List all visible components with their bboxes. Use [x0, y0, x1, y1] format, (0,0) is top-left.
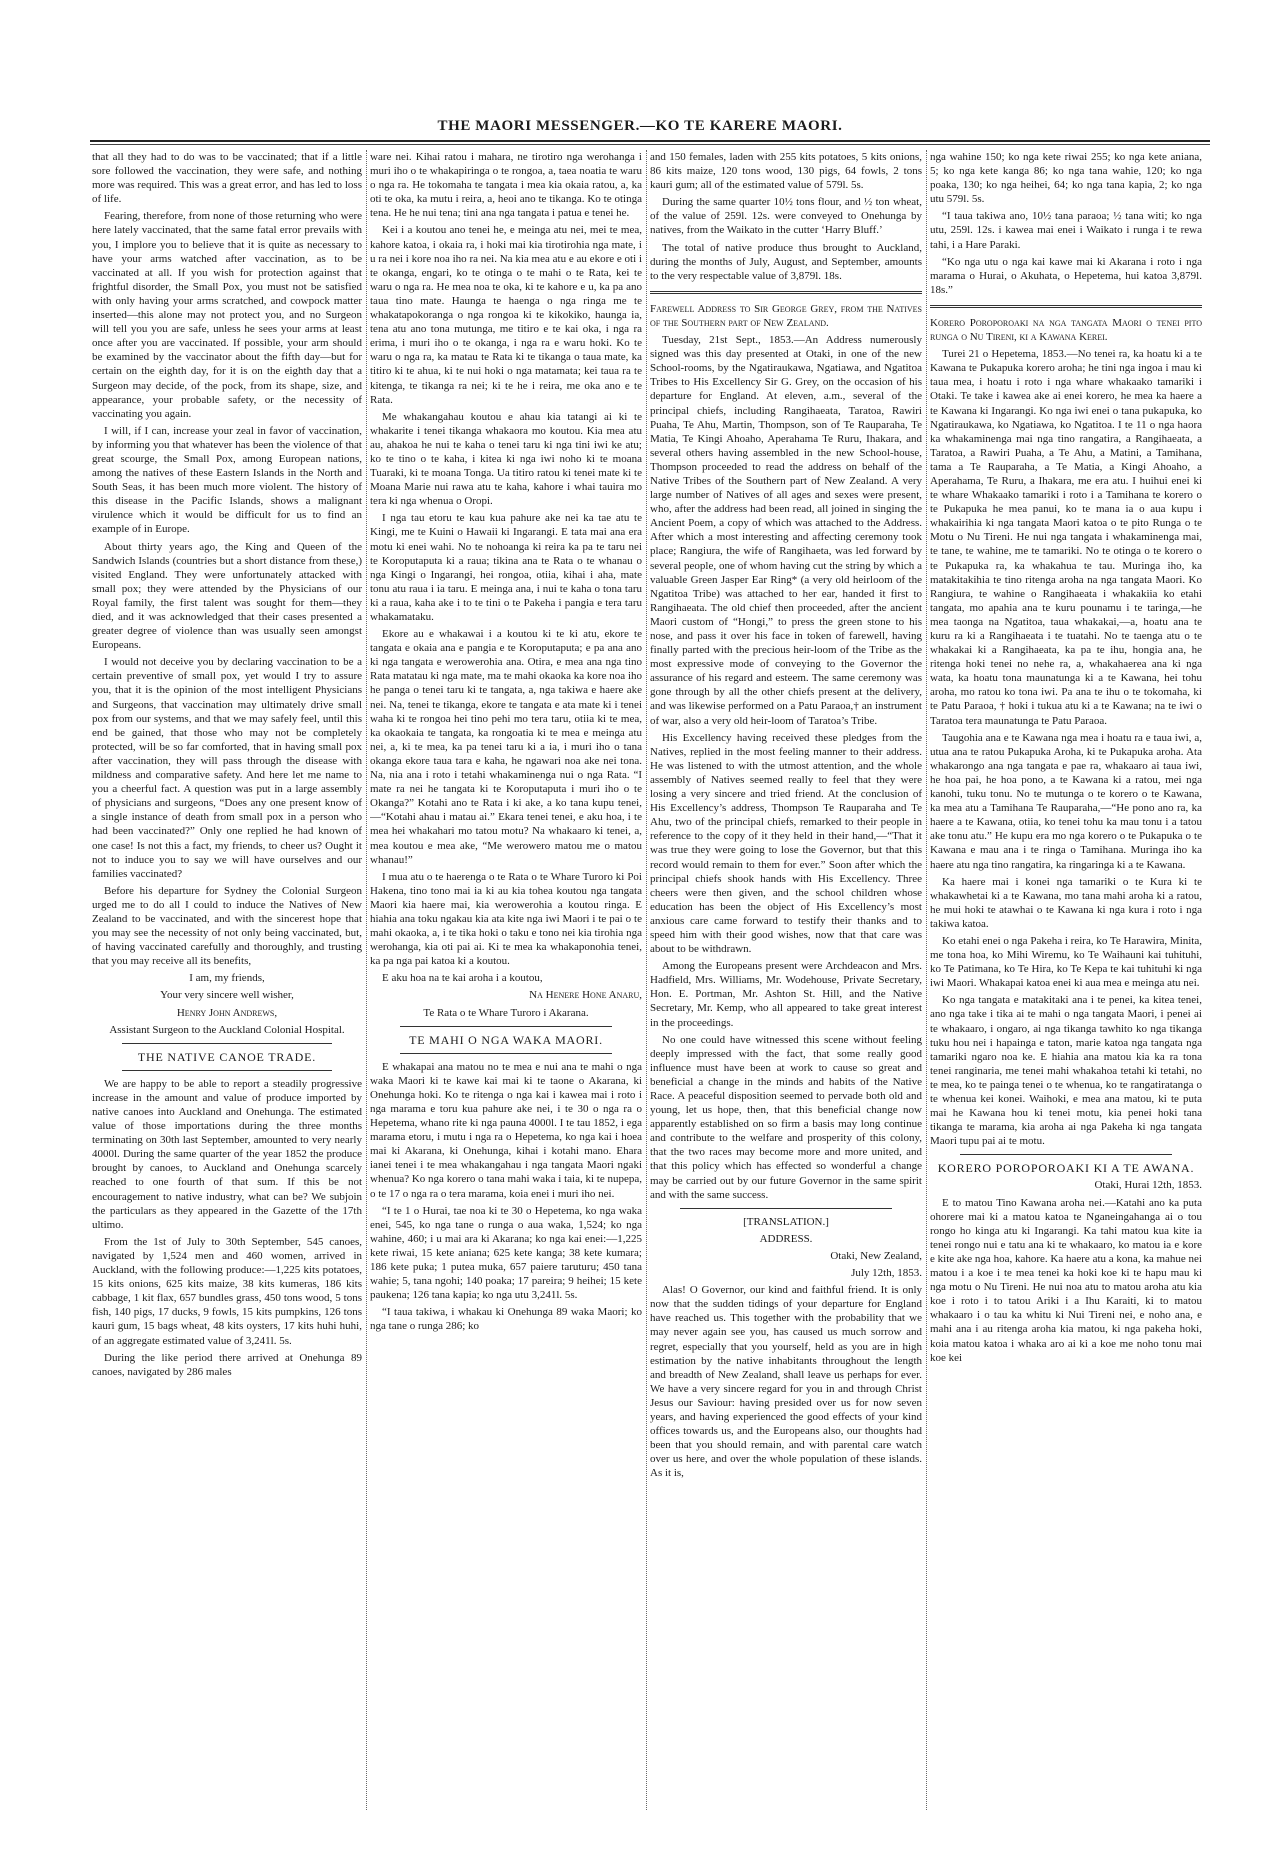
section-rule — [400, 1026, 612, 1027]
paragraph: During the like period there arrived at Onehunga 89 canoes, navigated by 286 males — [92, 1351, 362, 1378]
paragraph: Fearing, therefore, from none of those returning who were here lately vaccinated, that the same fatal error prevails with you, I implore you to believe that it is quite as necessary to have your arms watched after vaccination, as to be vaccinated at all. If you wish for protection against that frightful disorder, the Small Pox, you must not be satisfied with only having your arms scratched, and cowpock matter inserted—this alone may not protect you, and no Surgeon will tell you you are safe, unless he sees your arms at least once after you are vaccinated. If possible, your arm should be examined by the vaccinator about the fifth day—but for certain on the eighth day, for it is on the eighth day that a Surgeon may decide, of the pock, from its shape, size, and appearance, your probable safety, or the necessity of vaccinating you again. — [92, 210, 362, 420]
paragraph: His Excellency having received these pledges from the Natives, replied in the most feeling manner to their address. He was listened to with the utmost attention, and the whole assembly of Natives seemed really to feel that they were losing a very sincere and tried friend. At the conclusion of His Excellency’s address, Thompson Te Rauparaha and Te Ahu, two of the principal chiefs, remarked to their people in reference to the copy of it they held in their hand,—“That it was true they were going to lose the Governor, but that this record would remain to them for ever.” Soon after which the principal chiefs shook hands with His Excellency. Three cheers were then given, and the school children whose education has been the object of His Excellency’s most anxious care came forward to testify their thanks and to speed him with their good wishes, now that that care was about to be withdrawn. — [650, 731, 922, 956]
section-rule — [930, 305, 1202, 308]
section-rule — [122, 1043, 332, 1044]
column-2 — [370, 150, 642, 1810]
address-date: July 12th, 1853. — [851, 1267, 922, 1280]
paragraph: E aku hoa na te kai aroha i a koutou, — [382, 972, 543, 985]
paragraph: Tuesday, 21st Sept., 1853.—An Address numerously signed was this day presented at Otaki, in one of the new School-rooms, by the Ngatiraukawa, Ngatiawa, and Ngatitoa Tribes to His Excellency Sir G. Grey, on the occasion of his departure for England. At eleven, a.m., several of the principal chiefs, including Rangihaeata, Taratoa, Rawiri Puaha, Te Ahu, Martin, Thompson, son of Te Rauparaha, Te Matia, Te Kingi Ahoaho, Aperahama Te Ruru, Ihakara, and several others having assembled in the new School-house, Thompson proceeded to read the address on behalf of the Native Tribes of the Southern part of New Zealand. A very large number of Natives of all ages and sexes were present, who, after the address had been read, all joined in singing the Ancient Poem, a copy of which was attached to the Address. After which a most interesting and affecting ceremony took place; Rangiura, the wife of Rangihaeta, was led forward by several people, one of whom having cut the string by which a valuable Green Jasper Ear Ring* (a very old heirloom of the Ngatitoa Tribe) was attached to her ear, handed it first to Rangihaeata. The old chief then proceeded, after the ancient Maori custom of “Hongi,” to press the green stone to his nose, and pass it over his face in token of farewell, having finally parted with the precious heir-loom of the Tribe as the most expressive mode of conveying to the Governor the assurance of his regard and esteem. The same ceremony was gone through by all the other chiefs present at the delivery, and was likewise performed on a Patu Paraoa,† an instrument of war, also a very old heir-loom of Taratoa’s Tribe. — [650, 334, 922, 727]
paragraph: Among the Europeans present were Archdeacon and Mrs. Hadfield, Mrs. Williams, Mr. Wodehouse, Private Secretary, Hon. E. Portman, Mr. Ashton St. Hill, and the Native Secretary, Mr. Kemp, who all appeared to take great interest in the proceedings. — [650, 960, 922, 1029]
paragraph: I nga tau etoru te kau kua pahure ake nei ka tae atu te Kingi, me te Kuini o Hawaii ki Ingarangi. E tata mai ana era motu ki enei wahi. No te nohoanga ki reira ka pa te taru nei te Koroputaputa ki a raua; tikina ana te Rata o te whanau o nga Kingi o Ingarangi, hei rongoa, otiia, kihai i aha, mate tonu atu raua i ia taru. E meinga ana, i nui te kaha o tona taru ki a raua, kaha ake i to te tini o te Pakeha i pangia e tera taru whakamataku. — [370, 512, 642, 623]
paragraph: No one could have witnessed this scene without feeling deeply impressed with the fact, that some really good influence must have been at work to cause so great and beneficial a change in the minds and habits of the Native Race. A peaceful disposition seemed to pervade both old and young, let us hope, then, that this beneficial change now apparently established on so firm a basis may long continue and contribute to the welfare and prosperity of this colony, that the two races may become more and more united, and that this policy which has effected so wonderful a change may be carried out by our future Governor in the same spirit and with the same success. — [650, 1033, 922, 1201]
closing-line: Your very sincere well wisher, — [160, 989, 294, 1002]
closing-line: I am, my friends, — [189, 972, 265, 985]
paragraph: “I te 1 o Hurai, tae noa ki te 30 o Hepetema, ko nga waka enei, 545, ko nga tane o runga o aua waka, 1,524; ko nga wahine, 460; i u mai ara ki Akarana; ko nga kai enei:—1,225 kete riwai, 15 kete aniana; 625 kete kanga; 38 kete kumara; 186 kete puka; 1 putea muka, 657 paiere taruturu; 450 tana wahie; 5, tana ngohi; 140 poaka; 17 pareira; 9 heihei; 15 kete paukena; 126 tana kapia; ko nga utu 3,241l. 5s. — [370, 1204, 642, 1302]
signer-name: Na Henere Hone Anaru, — [529, 989, 642, 1002]
paragraph: Ekore au e whakawai i a koutou ki te ki atu, ekore te tangata e okaia ana e pangia e te Koroputaputa; e pa ana ano ki nga tangata e werowerohia ana. Otira, e mea ana nga tino Rata matatau ki nga mate, ma te mahi okaoka ka kore noa iho he panga o tenei taru ki te tangata, a, nga takiwa e haere ake nei. Na, tenei te tikanga, ekore te tangata e ata mate ki i tenei waha ki te rongoa hei tino pehi mo tera taru, otiia ki te mea, ka okaokaia te tangata, ka rongoatia ki te mea e meinga atu nei, a, ki te mea, ka pa tenei taru ki a ia, i muri iho o tana okanga ekore taua tara e kaha, he ngawari noa ake nei tona. Na, nia ana i roto i tetahi whakaminenga nui o nga Rata. “I mate ra nei he tangata ki te Koroputaputa i muri iho o te Okanga?” Kotahi ano te Rata i ki ake, a ko tana kupu tenei,—“Kotahi ahau i matau ai.” Ekara tenei tenei, e aku hoa, i te mea hei whakahari mo tatou motu? Na whakaaro ki tenei, a, mea koutou e mea ake, “Me werowero matou me o matou whanau!” — [370, 628, 642, 866]
paragraph: “I taua takiwa ano, 10½ tana paraoa; ½ tana witi; ko nga utu, 259l. 12s. i kawea mai enei i Waikato i runga i te rewa tahi, i a Hare Paraki. — [930, 210, 1202, 251]
masthead-rule — [90, 140, 1210, 142]
paragraph: Alas! O Governor, our kind and faithful friend. It is only now that the sudden tidings of your departure for England have reached us. This together with the probability that we may never again see you, has caused us much sorrow and regret, especially that you yourself, held as you are in high estimation by the native inhabitants throughout the length and breadth of New Zealand, shall leave us perhaps for ever. We have a very sincere regard for you in and through Christ Jesus our Saviour: having presided over us for now seven years, and having experienced the good effects of your kind offices towards us, and the Europeans also, our thoughts had been that you should remain, and with parental care watch over us here, and over the whole population of these islands. As it is, — [650, 1284, 922, 1480]
paragraph: that all they had to do was to be vaccinated; that if a little sore followed the vaccination, they were safe, and nothing more was required. This was a great error, and has led to loss of life. — [92, 151, 362, 206]
paragraph: During the same quarter 10½ tons flour, and ½ ton wheat, of the value of 259l. 12s. were conveyed to Onehunga by natives, from the Waikato in the cutter ‘Harry Bluff.’ — [650, 196, 922, 237]
column-divider — [926, 150, 927, 1810]
paragraph: and 150 females, laden with 255 kits potatoes, 5 kits onions, 86 kits maize, 120 tons wood, 130 pigs, 64 fowls, 2 tons kauri gum; all of the estimated value of 579l. 5s. — [650, 151, 922, 192]
masthead-rule-thin — [90, 144, 1210, 145]
paragraph: I would not deceive you by declaring vaccination to be a certain preventive of small pox, yet would I try to assure you, that it is the opinion of the most intelligent Physicians and Surgeons, that vaccination may ultimately drive small pox from our systems, and that we may safely feel, until this end be gained, that those who may not be completely protected, will be so far comforted, that in having small pox after vaccination, they will pass through the disease with mildness and comparative safety. And here let me name to you a cheerful fact. A question was put in a large assembly of physicians and surgeons, “Does any one present know of a single instance of death from small pox in a person who had been vaccinated?” Only one replied he had known of one case! Is not this a fact, my friends, to cheer us? Ought it not to induce you to say we will have ourselves and our families vaccinated? — [92, 656, 362, 880]
section-rule — [400, 1053, 612, 1054]
signer-name: Henry John Andrews, — [176, 1006, 278, 1019]
address-label: ADDRESS. — [759, 1232, 813, 1245]
translation-label: [TRANSLATION.] — [743, 1215, 829, 1228]
section-rule — [960, 1154, 1172, 1155]
paragraph: From the 1st of July to 30th September, 545 canoes, navigated by 1,524 men and 460 women, arrived in Auckland, with the following produce:—1,225 kits potatoes, 15 kits onions, 625 kits maize, 38 kits kumeras, 186 kits cabbage, 1 kit flax, 657 bundles grass, 450 tons wood, 5 tons fish, 140 pigs, 17 ducks, 9 fowls, 15 kits pumpkins, 126 tons kauri gum, 15 bags wheat, 48 kits oysters, 17 kits huhi huhi, of an aggregate estimated value of 3,241l. 5s. — [92, 1235, 362, 1347]
paragraph: nga wahine 150; ko nga kete riwai 255; ko nga kete aniana, 5; ko nga kete kanga 86; ko nga tana wahie, 120; ko nga poaka, 130; ko nga heihei, 64; ko nga tana kapia, 2; ko nga utu 579l. 5s. — [930, 151, 1202, 206]
paragraph: Ko etahi enei o nga Pakeha i reira, ko Te Harawira, Minita, me tona hoa, ko Mihi Wiremu, ko Te Waihauni kai tuhituhi, ko Te Patimana, ko Te Hira, ko Te Kepa te kai tuhituhi ki nga iwi Maori. Whakapai katoa enei ki aua mea e meinga atu nei. — [930, 934, 1202, 990]
section-rule — [680, 1208, 892, 1209]
signer-title: Assistant Surgeon to the Auckland Colonial Hospital. — [109, 1023, 345, 1036]
paragraph: Turei 21 o Hepetema, 1853.—No tenei ra, ka hoatu ki a te Kawana te Pukapuka korero aroha; he tini nga ingoa i mau ki taua mea, i hoatu i roto i nga whare whakaako tamariki i Otaki. Te take i kawea ake ai enei korero, he mea ka haere a te Kawana ki Ingarangi. Ko nga iwi enei o tana pukapuka, ko Ngatiraukawa, ko Ngatiawa, ko Ngatitoa. I te 11 o nga haora ka whakaminenga mai nga tino rangatira, a Rangihaeata, a Taratoa, a Rawiri Puaha, a Te Ahu, a Matini, a Tamihana, tama a Te Rauparaha, a Te Matia, a Kingi Ahoaho, a Aperahama, Te Ruru, a Ihakara, me era atu. I huihui enei ki te whare Whakaako tamariki i roto i a Tamihana te korero o te Pukapuka he mea panui, ko te mana ia o aua kupu i whakairihia ki nga tangata Maori katoa o te pito Runga o te Motu o Nu Tireni. He nui nga tangata i whakaminenga mai, te tane, te wahine, me te tamariki. No te otinga o te korero o te Pukapuka ra, ka whakahua te tau. Muringa iho, ka matakitakihia te tino ritenga aroha na nga tangata Maori. Ko Rangiura, te wahine o Rangihaeata i whakakiia ko etahi tangata, mo apahia ana te kuru pounamu i te taringa,—he mea taonga na Ngatitoa, taua whakakai,—a, hoatu ana te kuru ra ki a Rangihaeata i te tuatahi. No te taenga atu o te whakakai ki a Rangihaeata, ka pa te ihu, hongia ana, he ritenga hoki tenei no nehe ra, a, whakahaerea ana ki nga wata, ka hoatu tona maunatunga ki a te Kawana, hei tohu aroha, mo ratou ko tona iwi. Pa ana te ihu o te tokomaha, ki te Patu Paraoa, † hoki i tukua atu ki a te Kawana; na te iwi o Taratoa tera maunatunga te Patu Paraoa. — [930, 348, 1202, 727]
column-1 — [92, 150, 362, 1810]
column-4 — [930, 150, 1202, 1810]
paragraph: Taugohia ana e te Kawana nga mea i hoatu ra e taua iwi, a, utua ana te ratou Pukapuka Aroha, ki te Pukapuka aroha. Ata whakarongo ana nga tangata e pae ra, whakaaro ai taua iwi, he hoa pai, he hoa pono, a te Kawana ki a ratou, mei nga kanohi, tuku tonu. No te mutunga o te korero o te Kawana, ka mea atu a Tamihana Te Rauparaha,—“He pono ano ra, ka haere a te Kawana, otiia, ko tenei tohu ka mau tonu i a tatou ake tonu atu.” He kupu era mo nga korero o te Pukapuka o te Kawana e mau ana i te ringa o Tamihana. Muringa iho ka haere atu nga tino rangatira, ka ringaringa ki a te Kawana. — [930, 731, 1202, 871]
paragraph: The total of native produce thus brought to Auckland, during the months of July, August, and September, amounts to the very respectable value of 3,879l. 18s. — [650, 241, 922, 282]
column-divider — [646, 150, 647, 1810]
signer-title: Te Rata o te Whare Turoro i Akarana. — [423, 1006, 589, 1019]
section-heading: Farewell Address to Sir George Grey, from the Natives of the Southern part of New Zealand. — [650, 302, 922, 329]
masthead: THE MAORI MESSENGER.—KO TE KARERE MAORI. — [437, 118, 843, 134]
paragraph: “I taua takiwa, i whakau ki Onehunga 89 waka Maori; ko nga tane o runga 286; ko — [370, 1306, 642, 1333]
paragraph: I mua atu o te haerenga o te Rata o te Whare Turoro ki Poi Hakena, tino tono mai ia ki au kia tohea koutou nga tangata Maori kia haere mai, kia werowerohia a koutou ringa. E hiahia ana toku ngakau kia ata kite nga iwi Maori i te pai o te mahi okaoka, a, i te tika hoki o taku e tono nei kia tirohia nga werohanga, kia oti pai ai. Ki te mea ka whakaponohia tenei, ka pa nga pai katoa ki a koutou. — [370, 870, 642, 968]
section-rule — [650, 291, 922, 294]
address-date: Otaki, Hurai 12th, 1853. — [1094, 1179, 1202, 1192]
address-place: Otaki, New Zealand, — [830, 1249, 922, 1262]
section-heading: KORERO POROPOROAKI KI A TE AWANA. — [937, 1161, 1195, 1176]
paragraph: ware nei. Kihai ratou i mahara, ne tirotiro nga werohanga i muri iho o te whakapiringa o te rongoa, a, taea noatia te waru o nga ra. He tokomaha te tangata i mea kia okaia ratou, a, ka oti te oka, ka mutu i reira, a, heoi ano te tikanga. Ko te otinga tena. He he nui tena; tini ana nga tangata i patua e tenei he. — [370, 151, 642, 220]
paragraph: I will, if I can, increase your zeal in favor of vaccination, by informing you that whatever has been the violence of that great scourge, the Small Pox, among European nations, among the natives of these Eastern Islands in the North and South Seas, it has been much more violent. The history of this disease in the Pacific Islands, shows a malignant virulence which it would be difficult for us to find an example of in Europe. — [92, 424, 362, 536]
paragraph: Ka haere mai i konei nga tamariki o te Kura ki te whakawhetai ki a te Kawana, mo tana mahi aroha ki a ratou, he mui hoki te atawhai o te Kawana ki nga kura i roto i nga takiwa katoa. — [930, 875, 1202, 930]
paragraph: Before his departure for Sydney the Colonial Surgeon urged me to do all I could to induce the Natives of New Zealand to be vaccinated, and with the sincerest hope that you may see the necessity of not only being vaccinated, but, of having vaccinated carefully and thoroughly, and trusting that you may receive all its benefits, — [92, 884, 362, 968]
section-rule — [122, 1070, 332, 1071]
column-3 — [650, 150, 922, 1810]
section-heading: THE NATIVE CANOE TRADE. — [137, 1049, 317, 1064]
column-divider — [366, 150, 367, 1810]
paragraph: About thirty years ago, the King and Queen of the Sandwich Islands (countries but a short distance from these,) visited England. They were unfortunately attacked with small pox; they were attended by the Physicians of our Royal family, the first talent was sought for them—they died, and it was acknowledged that their cases presented a greater degree of violence than was usually seen amongst Europeans. — [92, 540, 362, 652]
paragraph: We are happy to be able to report a steadily progressive increase in the amount and value of produce imported by native canoes into Auckland and Onehunga. The estimated value of those importations during the three months terminating on 30th last September, amounted to very nearly 4000l. During the same quarter of the year 1852 the produce brought by canoes, to Auckland and Onehunga scarcely reached to one fourth of that sum. If this be not encouragement to native industry, what can be? We subjoin the particulars as they appeared in the Gazette of the 17th ultimo. — [92, 1077, 362, 1231]
paragraph: “Ko nga utu o nga kai kawe mai ki Akarana i roto i nga marama o Hurai, o Akuhata, o Hepetema, hui katoa 3,879l. 18s.” — [930, 255, 1202, 296]
paragraph: Me whakangahau koutou e ahau kia tatangi ai ki te whakarite i tenei tikanga whakaora mo koutou. Kia mea atu au, ahakoa he nui te kaha o tenei taru ki nga tini iwi ke atu; ko te tino o te kaha, i kitea ki nga iwi noho ki te moana Tuaraki, ki te moana Tonga. Ua titiro ratou ki tenei mate ki te Moana Marie nui rawa atu te kaha, kahore i whai tauira mo tera ki nga whenua o Oropi. — [370, 410, 642, 508]
paragraph: Ko nga tangata e matakitaki ana i te penei, ka kitea tenei, ano nga take i tika ai te mahi o nga tangata Maori, i penei ai te whakaaro, i ongaro, ai nga tikanga tawhito ko nga tikanga tuku hou nei i hapainga e taton, marie katoa nga tangata nga tamariki ngaro noa ke. E hiahia ana matou kia ka ra tona tenei ranginaria, me tenei mahi whakahoa tetahi ki tetahi, no te mea, ko te painga tenei o te whenua, ko te rangatiratanga o te whenua kei konei. Waihoki, e mea ana matou, ki te puta mai he Kawana hou ki tenei motu, kia penei hoki tana tikanga te marama, kia aroha ai nga Pakeha ki nga tangata Maori tupu pai ai te motu. — [930, 994, 1202, 1148]
paragraph: E to matou Tino Kawana aroha nei.—Katahi ano ka puta ohorere mai ki a matou katoa te Nganeingahanga ai o tou rongo ho kinga atu ki Ingarangi. Ka tahi matou kua kite ia tenei rongo nui e tatu ana ki te whakaaro, ko matou ia e kore e kite ake nga hoa, kahore. Ka haere atu a kona, ka mahue nei matou i a koe i te mea tenei ka hoki koe ki te hapu mau ki nga motu o Nu Tireni. He nui noa atu to matou aroha atu kia koe i roto i to tatou Ariki i a Ihu Karaiti, ki to matou whakaaro i o tau ka whitu ki Nui Tireni nei, e noho ana, e mahi ana i au ritenga aroha kia matou, ki nga pakeha hoki, koia matou katoa i whaka aro ai ki a koe me noho tonu mai koe kei — [930, 1196, 1202, 1364]
section-heading: Korero Poroporoaki na nga tangata Maori o tenei pito runga o Nu Tireni, ki a Kawana Kerei. — [930, 316, 1202, 344]
paragraph: Kei i a koutou ano tenei he, e meinga atu nei, mei te mea, kahore katoa, i okaia ra, i hoki mai kia tirotirohia nga mate, i u ra nei i kore noa iho ra nei. Na kia mea atu e au ekore e oti i te okanga, engari, ko te otinga o te mahi o te Rata, kei te waru o nga ra. He mea noa te oka, ki te kahore e u, ka pa ano taua tino mate. Haunga te haenga o nga ringa me te whakatapokoranga o nga rongoa ki te kikokiko, haunga ia, tena atu ano tona mutunga, me titiro e te kai oka, i nga ra erima, i muri iho o te okanga, i nga ra e waru hoki. Ko te waru o nga ra, ka matau te Rata ki te tikanga o taua mate, ka titiro ki te ahua, ki te nui hoki o nga matamata; kei taua ra te kitenga, te tikanga ra nei; ki te he i reira, me oka ano e te Rata. — [370, 224, 642, 406]
section-heading: TE MAHI O NGA WAKA MAORI. — [409, 1032, 603, 1047]
paragraph: E whakapai ana matou no te mea e nui ana te mahi o nga waka Maori ki te kawe kai mai ki te taone o Akarana, ki Onehunga hoki. Ko te ritenga o nga kai i kawea mai i roto i nga marama e toru kua pahure ake nei, i te 30 o nga ra o Hepetema, whano rite ki nga pauna 4000l. I te tau 1852, i ega marama etoru, i mutu i nga ra o Hepetema, ko nga kai i hoea mai ki Akarana, ki Onehunga, kihai i kotahi mano. Ehara ianei tenei i te mea whakangahau i nga tangata Maori ngaki whenua? Ko nga korero o tana mahi waka i taia, ki te nupepa, o te 17 o nga ra o tera marama, koia enei i muri iho nei. — [370, 1060, 642, 1200]
